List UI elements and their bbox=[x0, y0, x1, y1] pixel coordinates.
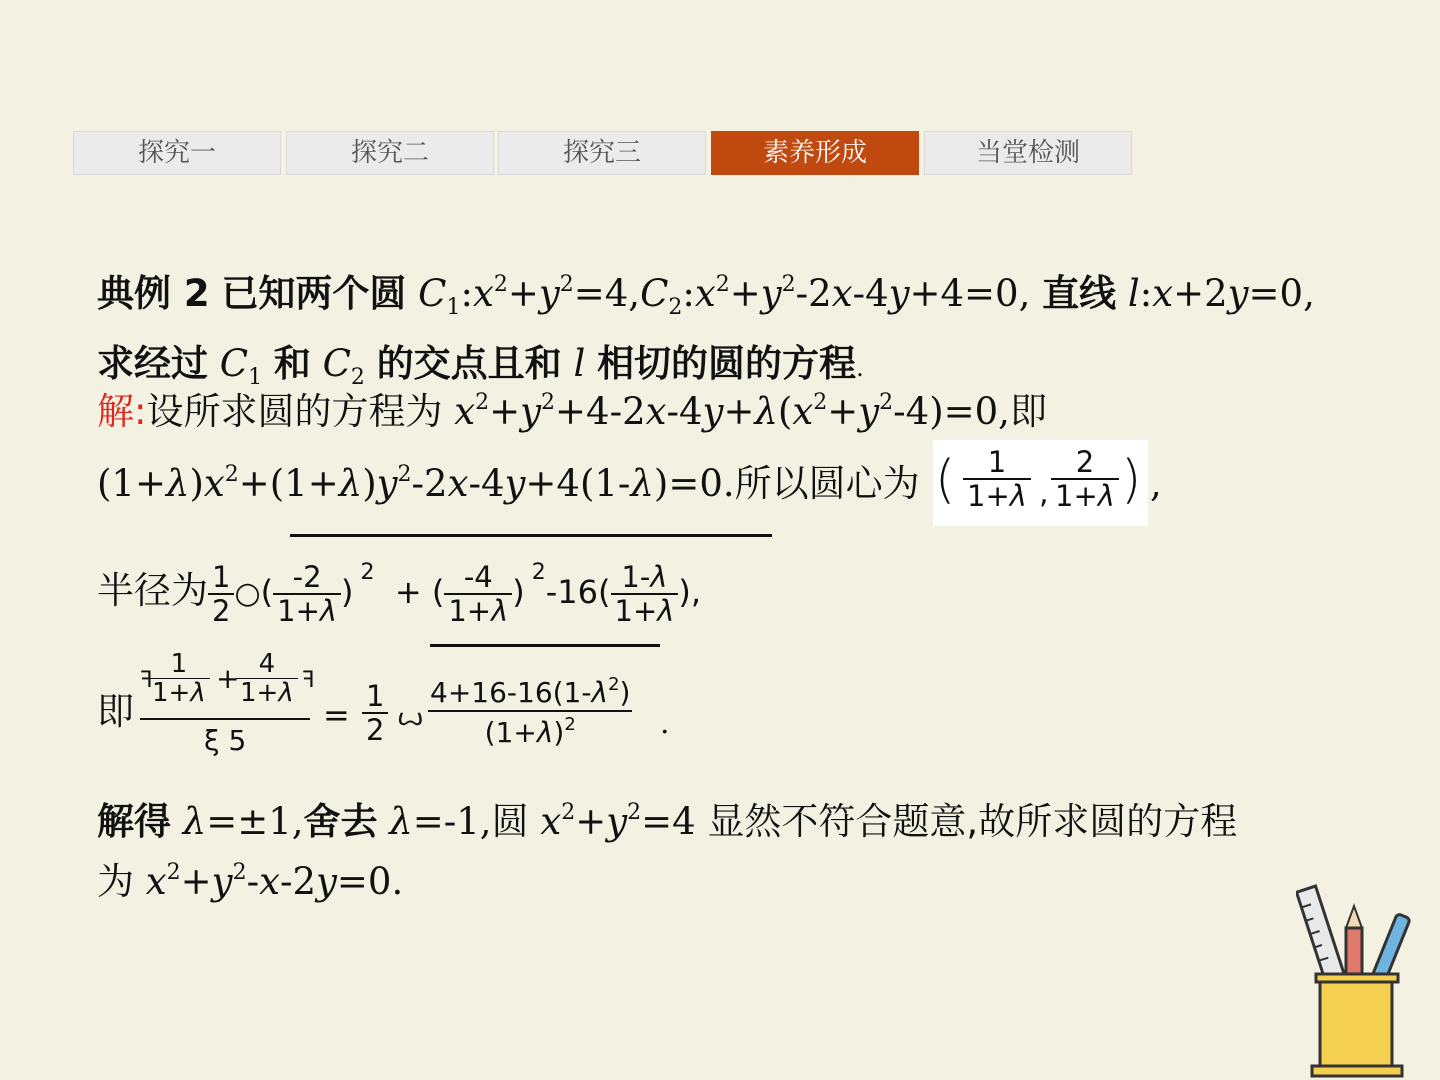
radical-bar bbox=[290, 534, 772, 537]
result-she: 舍去 bbox=[303, 800, 378, 843]
problem-line-2: 求经过 $C_1$ 和 $C_2$ 的交点且和 l 相切的圆的方程. bbox=[97, 342, 864, 390]
center-text: 所以圆心为 bbox=[734, 462, 920, 505]
result-wei: 为 bbox=[97, 860, 134, 903]
tab-class-test[interactable]: 当堂检测 bbox=[924, 131, 1132, 175]
tangent-condition-line bbox=[97, 690, 134, 734]
radius-text: 半径为 bbox=[97, 569, 208, 612]
result-text-2: 显然不符合题意,故所求圆的方程 bbox=[707, 800, 1238, 843]
ask-text-and: 和 bbox=[273, 342, 311, 385]
equals-sign: = bbox=[323, 696, 350, 734]
distance-fraction: ꟻ $\frac{1}{1+\lambda}$ + $\frac{4}{1+\lambda}$ ꟻ ξ 5 bbox=[140, 649, 315, 757]
ask-text-1: 求经过 bbox=[97, 342, 208, 385]
result-yuan: 圆 bbox=[491, 800, 529, 843]
ask-text-3: 相切的圆的方程 bbox=[597, 342, 857, 385]
result-line-2 bbox=[97, 860, 403, 904]
line-word: 直线 bbox=[1042, 272, 1117, 315]
solution-ji: 即 bbox=[1009, 390, 1047, 433]
solution-ji-2: 即 bbox=[97, 690, 134, 733]
tab-explore-3[interactable]: 探究三 bbox=[498, 131, 706, 175]
problem-line-1 bbox=[97, 272, 1315, 320]
radical-bar-2 bbox=[430, 644, 660, 647]
family-equation: $x^2+y^2+4-2x-4y+\lambda(x^2+y^2-4)=0$, bbox=[454, 390, 1010, 433]
line-equation: l:x+2y=0, bbox=[1127, 272, 1315, 315]
center-formula: ( $\frac{1}{1+\lambda}$ , $\frac{2}{1+\lambda}$ ) bbox=[933, 440, 1148, 526]
ask-text-2: 的交点且和 bbox=[376, 342, 562, 385]
final-equation: $x^2+y^2-x-2y=0$. bbox=[145, 860, 404, 903]
example-label: 典例 2 bbox=[97, 272, 210, 315]
problem-intro: 已知两个圆 bbox=[221, 272, 407, 315]
expanded-equation: $(1+\lambda)x^2+(1+\lambda)y^2-2x-4y+4(1-\lambda)=0$. bbox=[97, 462, 735, 505]
radius-line: 半径为 $\frac{1}{2}$ ○( $\frac{-2}{1+\lambda}$ ) $^2$ + ( $\frac{-4}{1+\lambda}$ ) $^2$-16( $\frac{1-\lambda}{1+\lambda}$ ), bbox=[97, 559, 702, 628]
omega-symbol: ꙍ bbox=[397, 702, 424, 732]
tab-explore-2[interactable]: 探究二 bbox=[286, 131, 494, 175]
radius-fraction: $4+16-16(1-\lambda^2)$ $(1+\lambda)^2$ bbox=[430, 674, 631, 749]
result-text-1: 解得 bbox=[97, 800, 171, 843]
pencil-cup-icon bbox=[1296, 878, 1420, 1078]
solution-label: 解: bbox=[97, 390, 147, 433]
half-fraction: $\frac{1}{2}$ bbox=[362, 680, 388, 746]
circle-equations: $C_1:x^2+y^2=4,C_2:x^2+y^2-2x-4y+4=0$, bbox=[418, 272, 1031, 320]
solution-set-text: 设所求圆的方程为 bbox=[146, 390, 443, 433]
tab-explore-1[interactable]: 探究一 bbox=[73, 131, 281, 175]
result-line-1: 解得 λ=±1,舍去 λ=-1,圆 $x^2+y^2=4$ 显然不符合题意,故所求圆的方程 bbox=[97, 800, 1238, 843]
solution-line-2 bbox=[97, 462, 920, 506]
solution-line-1 bbox=[97, 390, 1047, 434]
tab-literacy[interactable]: 素养形成 bbox=[711, 131, 919, 175]
